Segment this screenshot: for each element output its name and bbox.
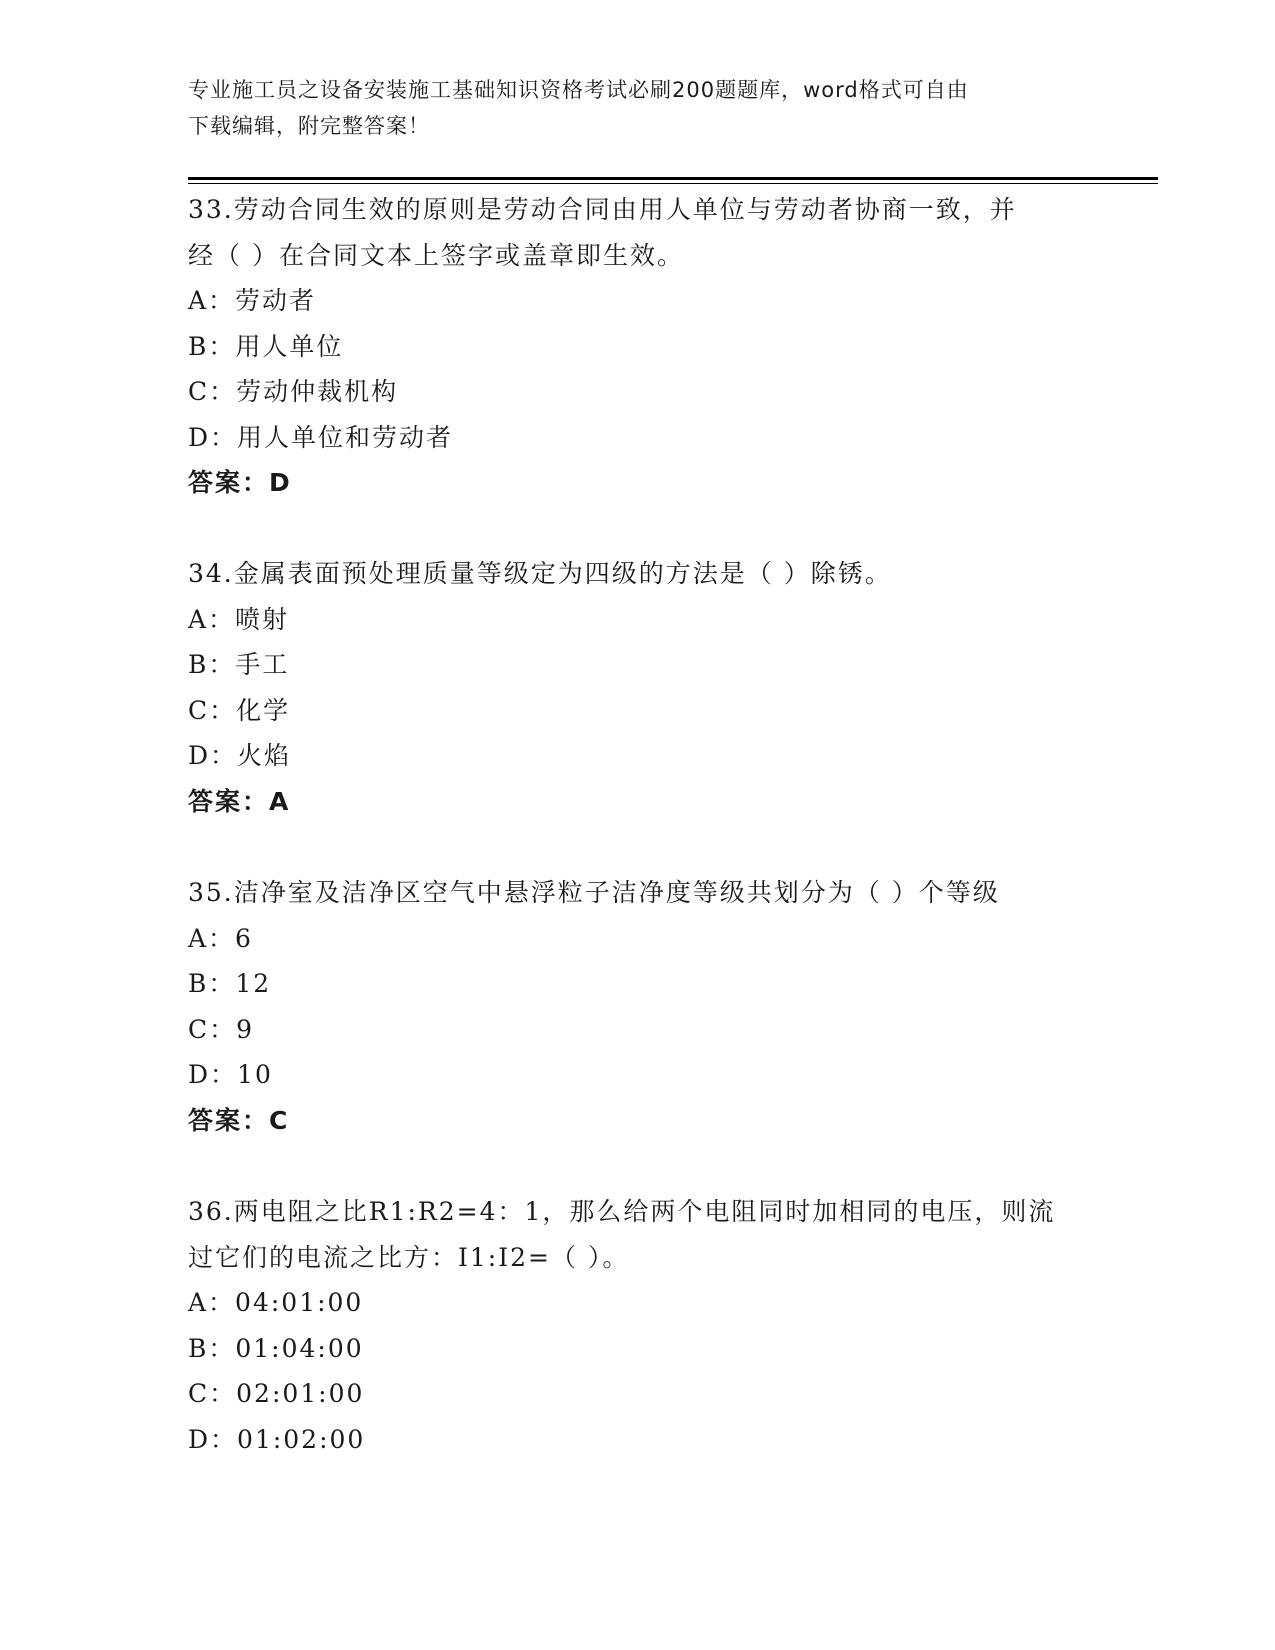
question-stem-line: 34.金属表面预处理质量等级定为四级的方法是（ ）除锈。 xyxy=(188,559,892,588)
option-d: D：10 xyxy=(188,1060,273,1089)
question-stem-line: 过它们的电流之比方：I1:I2=（ ）。 xyxy=(188,1242,630,1272)
answer-line: 答案：A xyxy=(188,786,291,816)
question-34 xyxy=(188,551,1088,824)
question-stem-line: 35.洁净室及洁净区空气中悬浮粒子洁净度等级共划分为（ ）个等级 xyxy=(188,878,1000,907)
option-d: D：用人单位和劳动者 xyxy=(188,422,454,452)
option-a: A：04:01:00 xyxy=(188,1288,364,1317)
question-stem-line: 36.两电阻之比R1:R2=4：1，那么给两个电阻同时加相同的电压，则流 xyxy=(188,1197,1056,1226)
header-line-2: 下载编辑，附完整答案！ xyxy=(188,114,430,138)
option-c: C：02:01:00 xyxy=(188,1379,365,1408)
question-36 xyxy=(188,1189,1088,1462)
option-b: B：用人单位 xyxy=(188,331,344,361)
option-c: C：9 xyxy=(188,1014,255,1044)
option-d: D：01:02:00 xyxy=(188,1424,366,1454)
header-line-1: 专业施工员之设备安装施工基础知识资格考试必刷200题题库，word格式可自由 xyxy=(188,78,969,102)
option-b: B：手工 xyxy=(188,650,290,679)
option-a: A：劳动者 xyxy=(188,286,317,315)
question-35 xyxy=(188,870,1088,1143)
option-d: D：火焰 xyxy=(188,741,292,770)
header-divider-thin xyxy=(188,183,1158,184)
option-b: B：01:04:00 xyxy=(188,1333,364,1363)
option-a: A：6 xyxy=(188,923,253,953)
document-header xyxy=(188,72,1088,144)
option-b: B：12 xyxy=(188,969,272,998)
question-stem-line: 33.劳动合同生效的原则是劳动合同由用人单位与劳动者协商一致，并 xyxy=(188,195,1017,224)
question-33 xyxy=(188,187,1088,506)
option-a: A：喷射 xyxy=(188,604,290,634)
question-stem-line: 经（ ）在合同文本上签字或盖章即生效。 xyxy=(188,240,684,270)
option-c: C：化学 xyxy=(188,695,291,725)
header-divider-thick xyxy=(188,177,1158,180)
answer-line: 答案：D xyxy=(188,468,292,497)
answer-line: 答案：C xyxy=(188,1105,290,1135)
option-c: C：劳动仲裁机构 xyxy=(188,377,399,406)
